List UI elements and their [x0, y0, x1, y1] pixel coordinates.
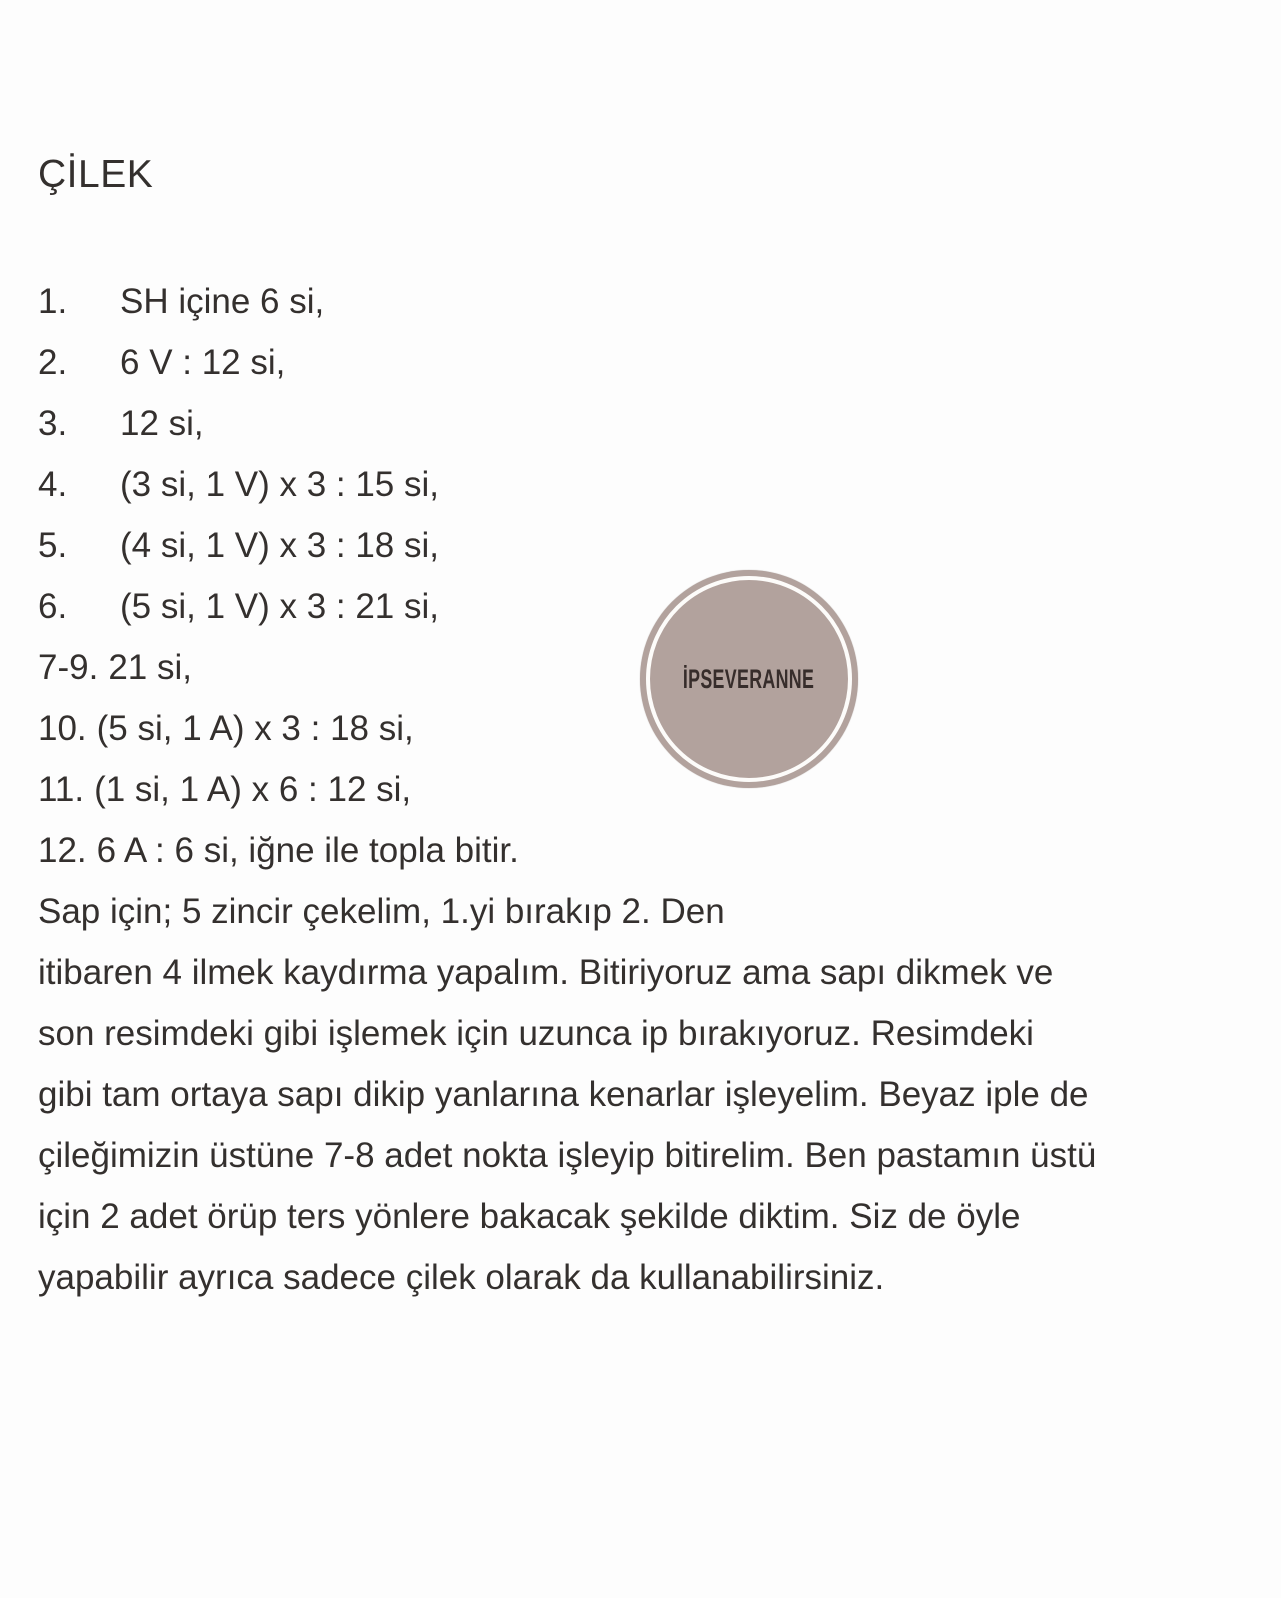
step-text: (4 si, 1 V) x 3 : 18 si,	[120, 526, 439, 565]
notes-line: gibi tam ortaya sapı dikip yanlarına kenarlar işleyelim. Beyaz iple de	[38, 1075, 1089, 1114]
pattern-step	[38, 759, 1096, 820]
pattern-step	[38, 515, 1096, 576]
notes-line: Sap için; 5 zincir çekelim, 1.yi bırakıp 2. Den	[38, 892, 725, 931]
pattern-step	[38, 271, 1096, 332]
step-text: 21 si,	[108, 648, 192, 687]
step-number: 4.	[38, 465, 68, 504]
step-text: SH içine 6 si,	[120, 282, 325, 321]
pattern-step	[38, 820, 1096, 881]
step-text: 6 A : 6 si, iğne ile topla bitir.	[96, 831, 519, 870]
badge-label: İPSEVERANNE	[683, 663, 815, 694]
step-number: 12.	[38, 831, 87, 870]
step-text: (1 si, 1 A) x 6 : 12 si,	[94, 770, 412, 809]
brand-badge	[640, 570, 858, 788]
pattern-step	[38, 393, 1096, 454]
step-text: (3 si, 1 V) x 3 : 15 si,	[120, 465, 439, 504]
notes-line: son resimdeki gibi işlemek için uzunca ip bırakıyoruz. Resimdeki	[38, 1014, 1034, 1053]
pattern-title: ÇİLEK	[38, 153, 154, 196]
pattern-step	[38, 454, 1096, 515]
pattern-body	[38, 271, 1096, 1308]
step-number: 6.	[38, 587, 68, 626]
step-number: 2.	[38, 343, 68, 382]
pattern-step	[38, 576, 1096, 637]
notes-line: çileğimizin üstüne 7-8 adet nokta işleyip bitirelim. Ben pastamın üstü	[38, 1136, 1097, 1175]
notes-line: için 2 adet örüp ters yönlere bakacak şekilde diktim. Siz de öyle	[38, 1197, 1021, 1236]
step-text: 12 si,	[120, 404, 204, 443]
step-text: 6 V : 12 si,	[120, 343, 286, 382]
pattern-step	[38, 698, 1096, 759]
notes-line: yapabilir ayrıca sadece çilek olarak da kullanabilirsiniz.	[38, 1258, 885, 1297]
step-number: 11.	[38, 770, 85, 809]
step-number: 10.	[38, 709, 87, 748]
pattern-step	[38, 332, 1096, 393]
notes-line: itibaren 4 ilmek kaydırma yapalım. Bitiriyoruz ama sapı dikmek ve	[38, 953, 1054, 992]
step-number: 5.	[38, 526, 68, 565]
step-number: 7-9.	[38, 648, 99, 687]
step-text: (5 si, 1 V) x 3 : 21 si,	[120, 587, 439, 626]
step-text: (5 si, 1 A) x 3 : 18 si,	[96, 709, 414, 748]
step-number: 1.	[38, 282, 68, 321]
step-number: 3.	[38, 404, 68, 443]
pattern-step	[38, 637, 1096, 698]
